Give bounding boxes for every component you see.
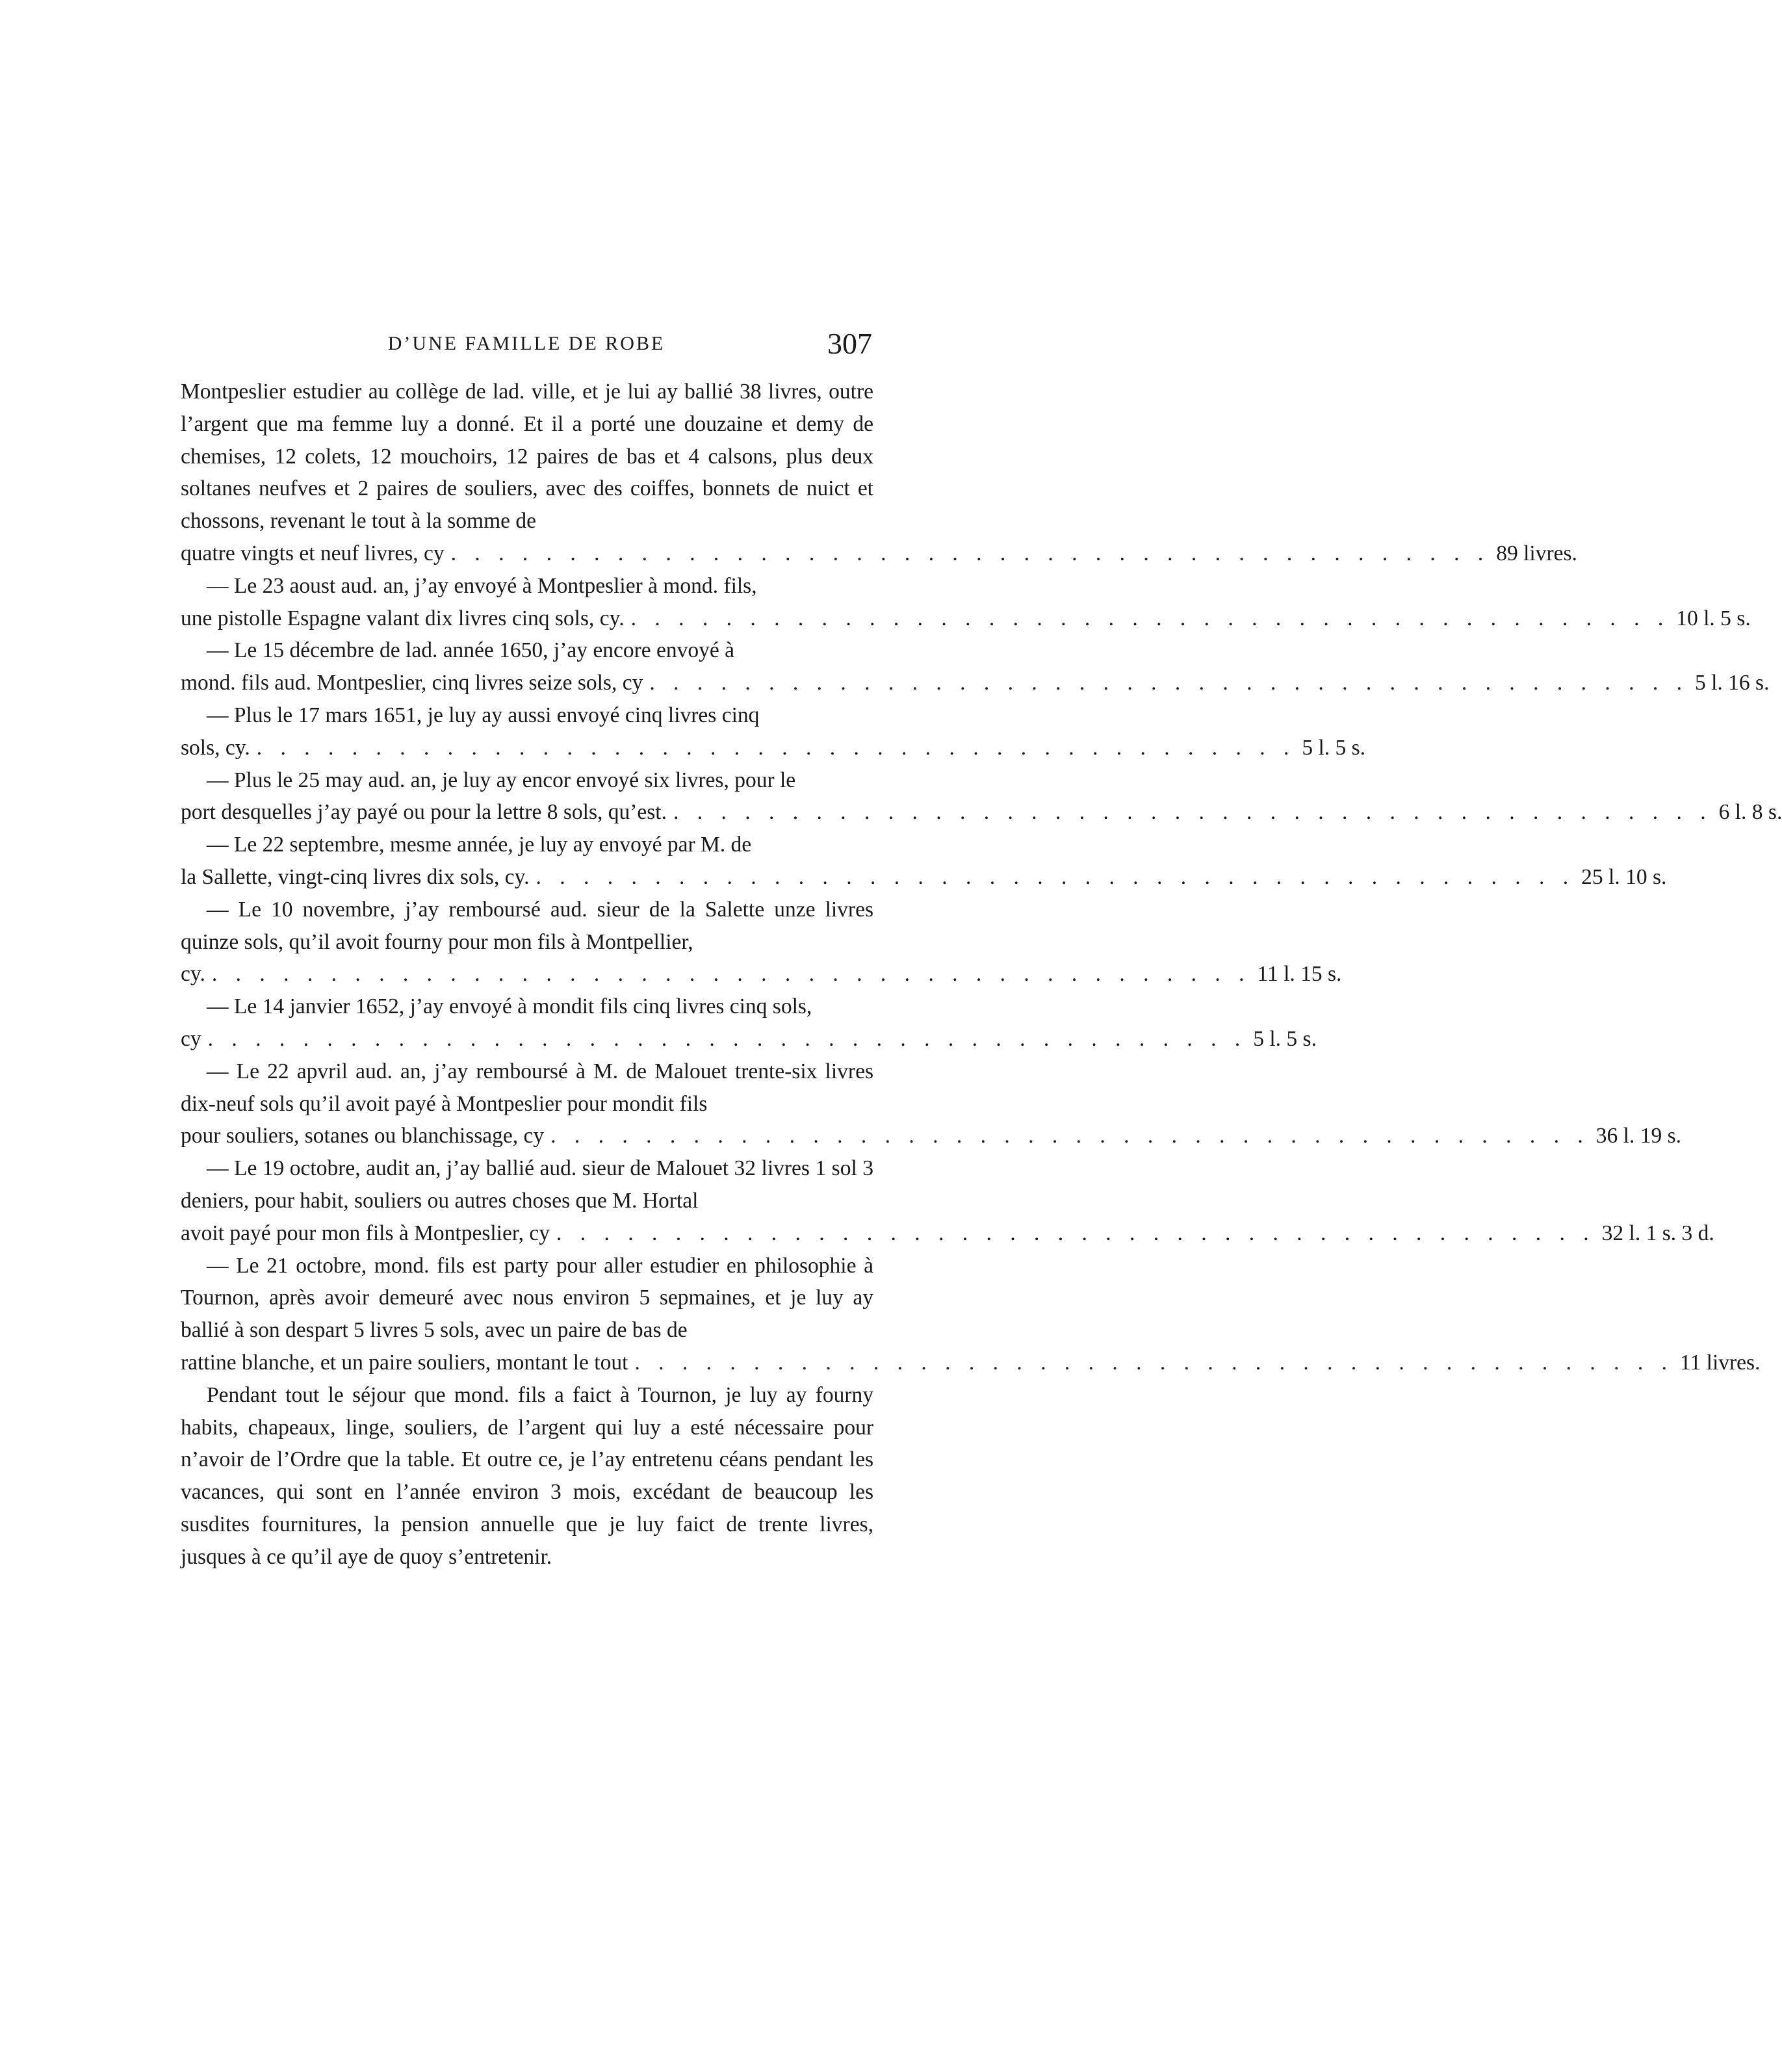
ledger-lead: cy <box>181 1026 201 1051</box>
entry-text: — Le 19 octobre, audit an, j’ay ballié aud. sieur de Malouet 32 livres 1 sol 3 deniers, pour habit, souliers ou autres choses que M. Hortal <box>181 1156 873 1213</box>
ledger-line <box>181 667 1770 699</box>
ledger-line <box>181 537 1577 570</box>
dot-leader: . . . . . . . . . . . . . . . . . . . . . . . . . . . . . . . . . . . . . . . . . . . . <box>649 671 1688 695</box>
ledger-lead: pour souliers, sotanes ou blanchissage, cy <box>181 1124 545 1148</box>
dot-leader: . . . . . . . . . . . . . . . . . . . . . . . . . . . . . . . . . . . . . . . . . . . . <box>673 800 1712 825</box>
ledger-line <box>181 796 1782 829</box>
ledger-lead: avoit payé pour mon fils à Montpeslier, cy <box>181 1221 550 1245</box>
dot-leader: . . . . . . . . . . . . . . . . . . . . . . . . . . . . . . . . . . . . . . . . . . . . <box>634 1350 1674 1375</box>
ledger-amount: 11 livres. <box>1680 1350 1761 1375</box>
ledger-lead: cy. <box>181 962 205 987</box>
dot-leader: . . . . . . . . . . . . . . . . . . . . . . . . . . . . . . . . . . . . . . . . . . . . <box>630 606 1670 630</box>
paragraph-text: Montpeslier estudier au collège de lad. ville, et je lui ay ballié 38 livres, outre l’argent que ma femme luy a donné. Et il a porté une douzaine et demy de chemises, 12 colets, 12 mouchoirs, 12 paires de bas et 4 calsons, plus deux soltanes neufves et 2 paires de souliers, avec des coiffes, bonnets de nuict et chossons, revenant le tout à la somme de <box>181 380 873 534</box>
entry-text: — Le 15 décembre de lad. année 1650, j’ay encore envoyé à <box>207 638 734 663</box>
ledger-entry <box>181 1055 1682 1152</box>
ledger-amount: 32 l. 1 s. 3 d. <box>1601 1221 1714 1245</box>
dot-leader: . . . . . . . . . . . . . . . . . . . . . . . . . . . . . . . . . . . . . . . . . . . . <box>211 962 1251 987</box>
dot-leader: . . . . . . . . . . . . . . . . . . . . . . . . . . . . . . . . . . . . . . . . . . . . <box>256 735 1296 760</box>
page-number: 307 <box>827 327 872 360</box>
ledger-entry <box>181 634 1770 699</box>
ledger-lead: mond. fils aud. Montpeslier, cinq livres seize sols, cy <box>181 671 643 695</box>
dot-leader: . . . . . . . . . . . . . . . . . . . . . . . . . . . . . . . . . . . . . . . . . . . . <box>450 541 1490 565</box>
ledger-line <box>181 732 1366 764</box>
entry-text: — Plus le 17 mars 1651, je luy ay aussi envoyé cinq livres cinq <box>207 703 760 727</box>
entry-text: — Plus le 25 may aud. an, je luy ay encor envoyé six livres, pour le <box>207 768 796 792</box>
entry-text: — Le 22 septembre, mesme année, je luy ay envoyé par M. de <box>207 833 752 857</box>
ledger-amount: 25 l. 10 s. <box>1581 864 1667 889</box>
ledger-line <box>181 602 1751 635</box>
ledger-line <box>181 958 1342 991</box>
dot-leader: . . . . . . . . . . . . . . . . . . . . . . . . . . . . . . . . . . . . . . . . . . . . <box>536 864 1575 889</box>
entry-text: — Le 14 janvier 1652, j’ay envoyé à mondit fils cinq livres cinq sols, <box>207 994 812 1019</box>
dot-leader: . . . . . . . . . . . . . . . . . . . . . . . . . . . . . . . . . . . . . . . . . . . . <box>550 1124 1590 1148</box>
entry-text: — Le 10 novembre, j’ay remboursé aud. sieur de la Salette unze livres quinze sols, qu’il avoit fourny pour mon fils à Montpellier, <box>181 897 873 954</box>
ledger-lead: quatre vingts et neuf livres, cy <box>181 541 445 565</box>
ledger-amount: 5 l. 16 s. <box>1694 671 1770 695</box>
entry-text: — Le 21 octobre, mond. fils est party pour aller estudier en philosophie à Tournon, après avoir demeuré avec nous environ 5 sepmaines, et je luy ay ballié à son despart 5 livres 5 sols, avec un paire de bas de <box>181 1253 873 1343</box>
ledger-line <box>181 1217 1714 1250</box>
closing-paragraph: Pendant tout le séjour que mond. fils a faict à Tournon, je luy ay fourny habits, chapeaux, linge, souliers, de l’argent qui luy a esté nécessaire pour n’avoir de l’Ordre que la table. Et outre ce, je l’ay entretenu céans pendant les vacances, qui sont en l’année environ 3 mois, excédant de beaucoup les susdites fournitures, la pension annuelle que je luy faict de trente livres, jusques à ce qu’il aye de quoy s’entretenir. <box>181 1382 873 1569</box>
ledger-line <box>181 1120 1682 1152</box>
ledger-line <box>181 861 1667 894</box>
entry-text: — Le 23 aoust aud. an, j’ay envoyé à Montpeslier à mond. fils, <box>207 573 757 598</box>
ledger-amount: 10 l. 5 s. <box>1676 606 1751 630</box>
ledger-lead: la Sallette, vingt-cinq livres dix sols, cy. <box>181 864 530 889</box>
dot-leader: . . . . . . . . . . . . . . . . . . . . . . . . . . . . . . . . . . . . . . . . . . . . <box>556 1221 1595 1245</box>
ledger-amount: 36 l. 19 s. <box>1595 1124 1682 1148</box>
running-title: D’UNE FAMILLE DE ROBE <box>387 333 665 354</box>
opening-paragraph <box>181 376 1577 570</box>
entry-text: — Le 22 apvril aud. an, j’ay remboursé à M. de Malouet trente-six livres dix-neuf sols qu’il avoit payé à Montpeslier pour mondit fils <box>181 1059 873 1116</box>
ledger-entry <box>181 894 1342 991</box>
ledger-entry <box>181 1152 1714 1249</box>
ledger-line <box>181 1347 1761 1379</box>
ledger-lead: port desquelles j’ay payé ou pour la lettre 8 sols, qu’est. <box>181 800 667 825</box>
running-head <box>181 326 872 365</box>
ledger-entry <box>181 699 1366 764</box>
ledger-amount: 5 l. 5 s. <box>1302 735 1366 760</box>
ledger-entry <box>181 1250 1761 1379</box>
ledger-lead: rattine blanche, et un paire souliers, montant le tout <box>181 1350 628 1375</box>
dot-leader: . . . . . . . . . . . . . . . . . . . . . . . . . . . . . . . . . . . . . . . . . . . . <box>207 1026 1247 1051</box>
ledger-amount: 5 l. 5 s. <box>1253 1026 1317 1051</box>
ledger-amount: 6 l. 8 s. <box>1718 800 1782 825</box>
ledger-amount: 89 livres. <box>1496 541 1577 565</box>
ledger-lead: une pistolle Espagne valant dix livres cinq sols, cy. <box>181 606 625 630</box>
ledger-entry <box>181 764 1782 829</box>
ledger-line <box>181 1023 1317 1055</box>
ledger-entry <box>181 570 1751 635</box>
ledger-entry <box>181 829 1667 894</box>
ledger-lead: sols, cy. <box>181 735 250 760</box>
ledger-amount: 11 l. 15 s. <box>1257 962 1342 987</box>
ledger-entry <box>181 991 1317 1055</box>
body-text <box>181 376 1782 1573</box>
